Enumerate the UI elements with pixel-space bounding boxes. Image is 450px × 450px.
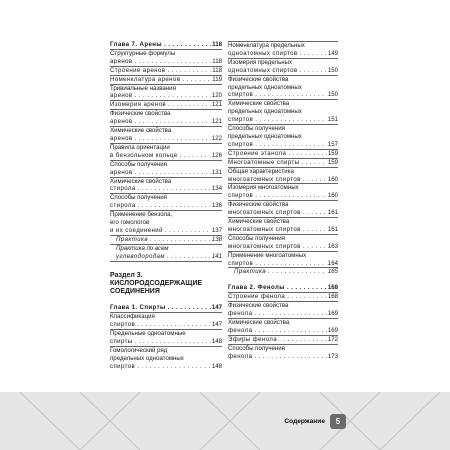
toc-entry[interactable] — [110, 66, 222, 75]
toc-entry-title-lines: Изомерия многоатомных — [228, 184, 299, 192]
toc-entry[interactable] — [228, 292, 338, 301]
toc-entry-page: 119 — [212, 75, 222, 83]
toc-entry[interactable] — [228, 200, 338, 217]
toc-entry-page: 169 — [327, 310, 338, 318]
toc-entry-title: аренов . . . — [110, 169, 211, 177]
toc-entry-title-lines: Общая характеристика — [228, 167, 294, 175]
toc-entry-title: спиртов . . . — [110, 321, 211, 329]
toc-entry-title: одноатомных спиртов . . . — [228, 50, 327, 58]
toc-entry[interactable] — [228, 149, 338, 158]
footer-banner — [0, 392, 450, 450]
toc-list-alcohols — [110, 312, 222, 370]
toc-entry-page: 118 — [212, 57, 222, 65]
toc-entry-title-lines: Химические свойства — [228, 218, 290, 226]
toc-entry[interactable] — [228, 301, 338, 318]
toc-entry-title: спиртов . . . — [228, 141, 327, 149]
toc-entry-title: стирола . . . — [110, 202, 211, 210]
toc-entry-title-lines: Физические свойства — [228, 201, 289, 209]
section-3-title: Раздел 3. КИСЛОРОДСОДЕРЖАЩИЕ СОЕДИНЕНИЯ — [110, 271, 203, 296]
toc-entry-title: Эфиры фенола . . . — [228, 336, 327, 344]
toc-entry-title: Глава 1. Спирты . . . — [110, 304, 211, 312]
toc-entry-title-lines: Физические свойства предельных одноатомных — [228, 75, 302, 91]
toc-entry-title: Строение этанола . . . — [228, 150, 327, 158]
toc-entry-title: Строение аренов . . . — [110, 67, 211, 75]
toc-entry[interactable] — [110, 143, 222, 160]
toc-entry-page: 148 — [211, 362, 222, 370]
toc-entry-page: 118 — [212, 41, 222, 48]
toc-entry-title-lines: Химические свойства — [110, 177, 172, 185]
toc-left-column — [110, 41, 222, 371]
toc-entry-page: 149 — [327, 49, 338, 57]
toc-entry-page: 161 — [327, 225, 338, 233]
toc-entry-page: 168 — [327, 293, 338, 301]
toc-entry-page: 173 — [327, 352, 338, 360]
toc-entry[interactable] — [110, 126, 222, 143]
toc-entry[interactable] — [110, 84, 222, 101]
toc-entry-page: 159 — [327, 158, 338, 166]
toc-entry-title-lines: Способы получения — [228, 344, 285, 352]
toc-entry-page: 172 — [327, 335, 338, 343]
toc-entry-title: и их соединений . . . — [110, 227, 211, 235]
toc-entry-page: 141 — [211, 252, 222, 260]
toc-entry-page: 151 — [327, 116, 338, 124]
toc-entry-title-lines: Физические свойства — [228, 302, 289, 310]
toc-entry-title-lines: Химические свойства — [228, 319, 290, 326]
toc-entry[interactable] — [228, 335, 338, 344]
toc-entry-title: в бензольном кольце . . . — [110, 152, 211, 160]
toc-entry-page: 159 — [327, 149, 338, 157]
toc-entry-page: 126 — [211, 151, 222, 159]
toc-right-column — [228, 41, 338, 361]
toc-entry-title: многоатомных спиртов . . . — [228, 243, 327, 251]
toc-entry-title: аренов . . . — [110, 135, 211, 143]
toc-entry-title: спиртов . . . — [228, 260, 327, 268]
toc-entry-title: аренов . . . — [110, 58, 211, 66]
toc-entry-title-lines: Химические свойства — [110, 127, 172, 135]
toc-entry-title: Номенклатура аренов . . . — [110, 76, 211, 84]
toc-entry-title-lines: Изомерия предельных — [228, 58, 293, 66]
toc-entry[interactable] — [228, 167, 338, 184]
toc-entry-title: аренов . . . — [110, 118, 211, 126]
toc-entry[interactable] — [110, 75, 222, 84]
toc-entry-title: Многоатомные спирты . . . — [228, 159, 327, 167]
toc-list-phenols — [228, 292, 338, 360]
toc-list-alcohols-cont — [228, 41, 338, 267]
toc-entry-title: спиртов . . . — [110, 363, 211, 371]
toc-entry[interactable] — [110, 312, 222, 329]
toc-entry-page: 136 — [211, 202, 222, 210]
toc-entry-page: 150 — [327, 91, 338, 99]
toc-entry[interactable] — [110, 244, 222, 261]
toc-entry[interactable] — [228, 124, 338, 149]
toc-entry-page: 157 — [327, 140, 338, 148]
toc-entry[interactable] — [110, 100, 222, 109]
toc-entry[interactable] — [228, 234, 338, 251]
toc-entry-title: Практика . . . — [234, 268, 327, 276]
toc-list-practice-arenes — [110, 235, 222, 261]
toc-entry[interactable] — [110, 177, 222, 194]
toc-entry-title-lines: Физические свойства — [110, 110, 171, 118]
toc-entry[interactable] — [228, 217, 338, 234]
toc-entry-page: 168 — [327, 284, 338, 292]
toc-entry-page: 160 — [327, 175, 338, 183]
toc-entry-title: стирола . . . — [110, 185, 211, 193]
toc-entry[interactable] — [228, 41, 338, 58]
toc-entry-title: спиртов . . . — [228, 116, 327, 124]
toc-entry-page: 147 — [211, 321, 222, 329]
toc-entry-page: 147 — [211, 304, 222, 312]
toc-entry-title: спиртов . . . — [228, 192, 327, 200]
toc-entry[interactable] — [228, 251, 338, 268]
toc-entry-page: 134 — [211, 185, 222, 193]
toc-entry[interactable] — [110, 235, 222, 244]
toc-entry-title: Практика . . . — [116, 236, 211, 244]
toc-entry-title-lines: Гомологический ряд предельных одноатомных — [110, 346, 184, 362]
toc-chapter-1[interactable] — [110, 304, 222, 312]
toc-entry-title-lines: Химические свойства предельных одноатомных — [228, 100, 302, 116]
toc-entry[interactable] — [228, 183, 338, 200]
toc-entry-page: 137 — [211, 226, 222, 234]
toc-entry-page: 165 — [327, 268, 338, 276]
toc-entry-page: 122 — [211, 134, 222, 142]
toc-entry-title-lines: Структурные формулы — [110, 49, 176, 57]
toc-entry-title: Изомерия аренов . . . — [110, 101, 211, 109]
toc-entry-title-lines: Применение многоатомных — [228, 251, 307, 259]
toc-entry-title-lines: Применение бензола, его гомологов — [110, 211, 173, 227]
page-number-badge: 5 — [330, 414, 346, 429]
toc-entry-title-lines: Предельные одноатомные — [110, 330, 186, 338]
toc-entry-title: фенола . . . — [228, 327, 327, 335]
toc-entry-title-lines: Способы получения предельных одноатомных — [228, 125, 302, 140]
toc-entry-title-lines: Номенклатура предельных — [228, 42, 305, 49]
toc-entry[interactable] — [110, 193, 222, 210]
toc-entry[interactable] — [228, 58, 338, 75]
toc-entry-page: 150 — [327, 66, 338, 74]
toc-entry-title: спиртов . . . — [228, 91, 327, 99]
toc-entry[interactable] — [228, 158, 338, 167]
toc-entry-title: спирты . . . — [110, 338, 211, 346]
toc-entry-title: аренов . . . — [110, 92, 211, 100]
toc-entry[interactable] — [110, 346, 222, 371]
toc-entry[interactable] — [110, 210, 222, 235]
toc-entry-page: 148 — [211, 338, 222, 346]
toc-entry-page: 118 — [212, 66, 222, 74]
toc-entry-title-lines: Способы получения — [110, 160, 167, 168]
toc-entry-page: 121 — [211, 118, 222, 126]
toc-chapter-2[interactable] — [228, 284, 338, 292]
toc-entry-title-lines: Способы получения — [228, 234, 285, 242]
toc-entry-page: 121 — [211, 101, 222, 109]
toc-entry-page: 169 — [327, 326, 338, 334]
toc-entry-page: 161 — [327, 209, 338, 217]
toc-entry-page: 163 — [327, 242, 338, 250]
toc-entry-title: фенола . . . — [228, 310, 327, 318]
toc-entry-title: многоатомных спиртов . . . — [228, 209, 327, 217]
toc-entry-page: 138 — [211, 235, 222, 243]
toc-entry-title-lines: Способы получения — [110, 194, 167, 202]
toc-entry[interactable] — [110, 329, 222, 346]
toc-practice-alcohols[interactable] — [228, 267, 338, 276]
toc-entry-title: одноатомных спиртов . . . — [228, 67, 327, 75]
toc-entry[interactable] — [228, 99, 338, 124]
diamond-pattern — [0, 392, 450, 450]
toc-entry-title: многоатомных спиртов . . . — [228, 176, 327, 184]
toc-entry-title-lines: Тривиальные названия — [110, 84, 176, 92]
toc-entry[interactable] — [228, 318, 338, 335]
toc-entry-title-lines: Правила ориентации — [110, 143, 170, 151]
footer-section-label: Содержание — [284, 418, 325, 425]
spacer — [228, 276, 338, 284]
toc-list-arenes — [110, 49, 222, 235]
toc-entry-page: 120 — [211, 92, 222, 100]
toc-entry-title: Строение фенола . . . — [228, 293, 327, 301]
toc-entry-title: Глава 2. Фенолы . . . — [228, 284, 327, 292]
toc-entry-page: 160 — [327, 192, 338, 200]
toc-entry-title-lines: Практика по всем — [116, 244, 169, 252]
toc-entry-title-lines: Классификация — [110, 313, 155, 321]
toc-entry-title: Глава 7. Арены . . . — [110, 41, 211, 49]
toc-entry-page: 164 — [327, 259, 338, 267]
toc-entry[interactable] — [110, 160, 222, 177]
toc-entry[interactable] — [228, 75, 338, 100]
toc-entry-title: углеводородам . . . — [116, 253, 211, 261]
toc-entry[interactable] — [110, 109, 222, 126]
toc-entry-title: многоатомных спиртов . . . — [228, 226, 327, 234]
toc-chapter-7[interactable] — [110, 41, 222, 49]
toc-entry[interactable] — [110, 49, 222, 66]
toc-entry-title: фенола . . . — [228, 353, 327, 361]
toc-entry-page: 131 — [211, 168, 222, 176]
toc-entry[interactable] — [228, 344, 338, 361]
